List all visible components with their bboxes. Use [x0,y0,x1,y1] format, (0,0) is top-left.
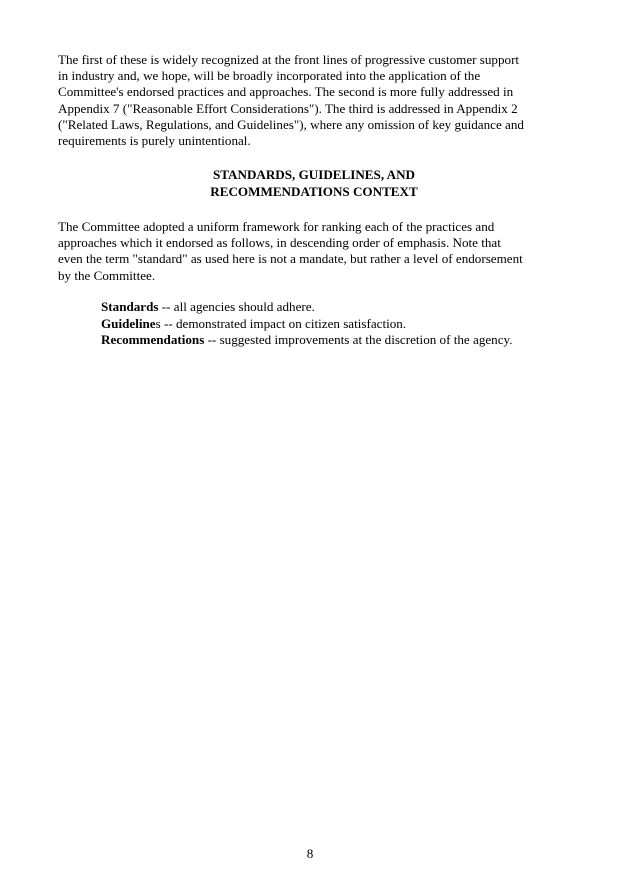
paragraph-line: requirements is purely unintentional. [58,133,251,149]
paragraph-line: Committee's endorsed practices and approaches. The second is more fully addressed in [58,84,514,100]
section-heading [58,166,570,200]
level-description: -- suggested improvements at the discretion of the agency. [204,332,513,347]
framework-paragraph [58,219,568,284]
level-term: Recommendations [101,332,205,347]
endorsement-levels-list [101,299,513,349]
paragraph-line: approaches which it endorsed as follows, in descending order of emphasis. Note that [58,235,501,251]
section-heading-line-1: STANDARDS, GUIDELINES, AND [212,167,416,182]
paragraph-line: The Committee adopted a uniform framework for ranking each of the practices and [58,219,495,234]
paragraph-line: Appendix 7 ("Reasonable Effort Considerations"). The third is addressed in Appendix 2 [58,100,518,116]
level-description: -- demonstrated impact on citizen satisfaction. [160,315,407,331]
intro-paragraph [58,52,568,149]
level-description: -- all agencies should adhere. [158,299,315,314]
level-term-suffix: s [155,315,161,331]
level-term: Standards [101,299,159,314]
page-number: 8 [306,846,314,861]
section-heading-line-2: RECOMMENDATIONS CONTEXT [210,184,418,199]
level-recommendations [101,332,513,349]
paragraph-line: even the term "standard" as used here is not a mandate, but rather a level of endorsement [58,251,523,267]
level-standards [101,299,513,316]
paragraph-line: ("Related Laws, Regulations, and Guidelines"), where any omission of key guidance and [58,116,524,132]
paragraph-line: by the Committee. [58,267,156,283]
paragraph-line: in industry and, we hope, will be broadly incorporated into the application of the [58,68,481,84]
level-term: Guideline [101,315,156,331]
paragraph-line: The first of these is widely recognized at the front lines of progressive customer support [58,52,520,67]
level-guidelines [101,316,513,333]
